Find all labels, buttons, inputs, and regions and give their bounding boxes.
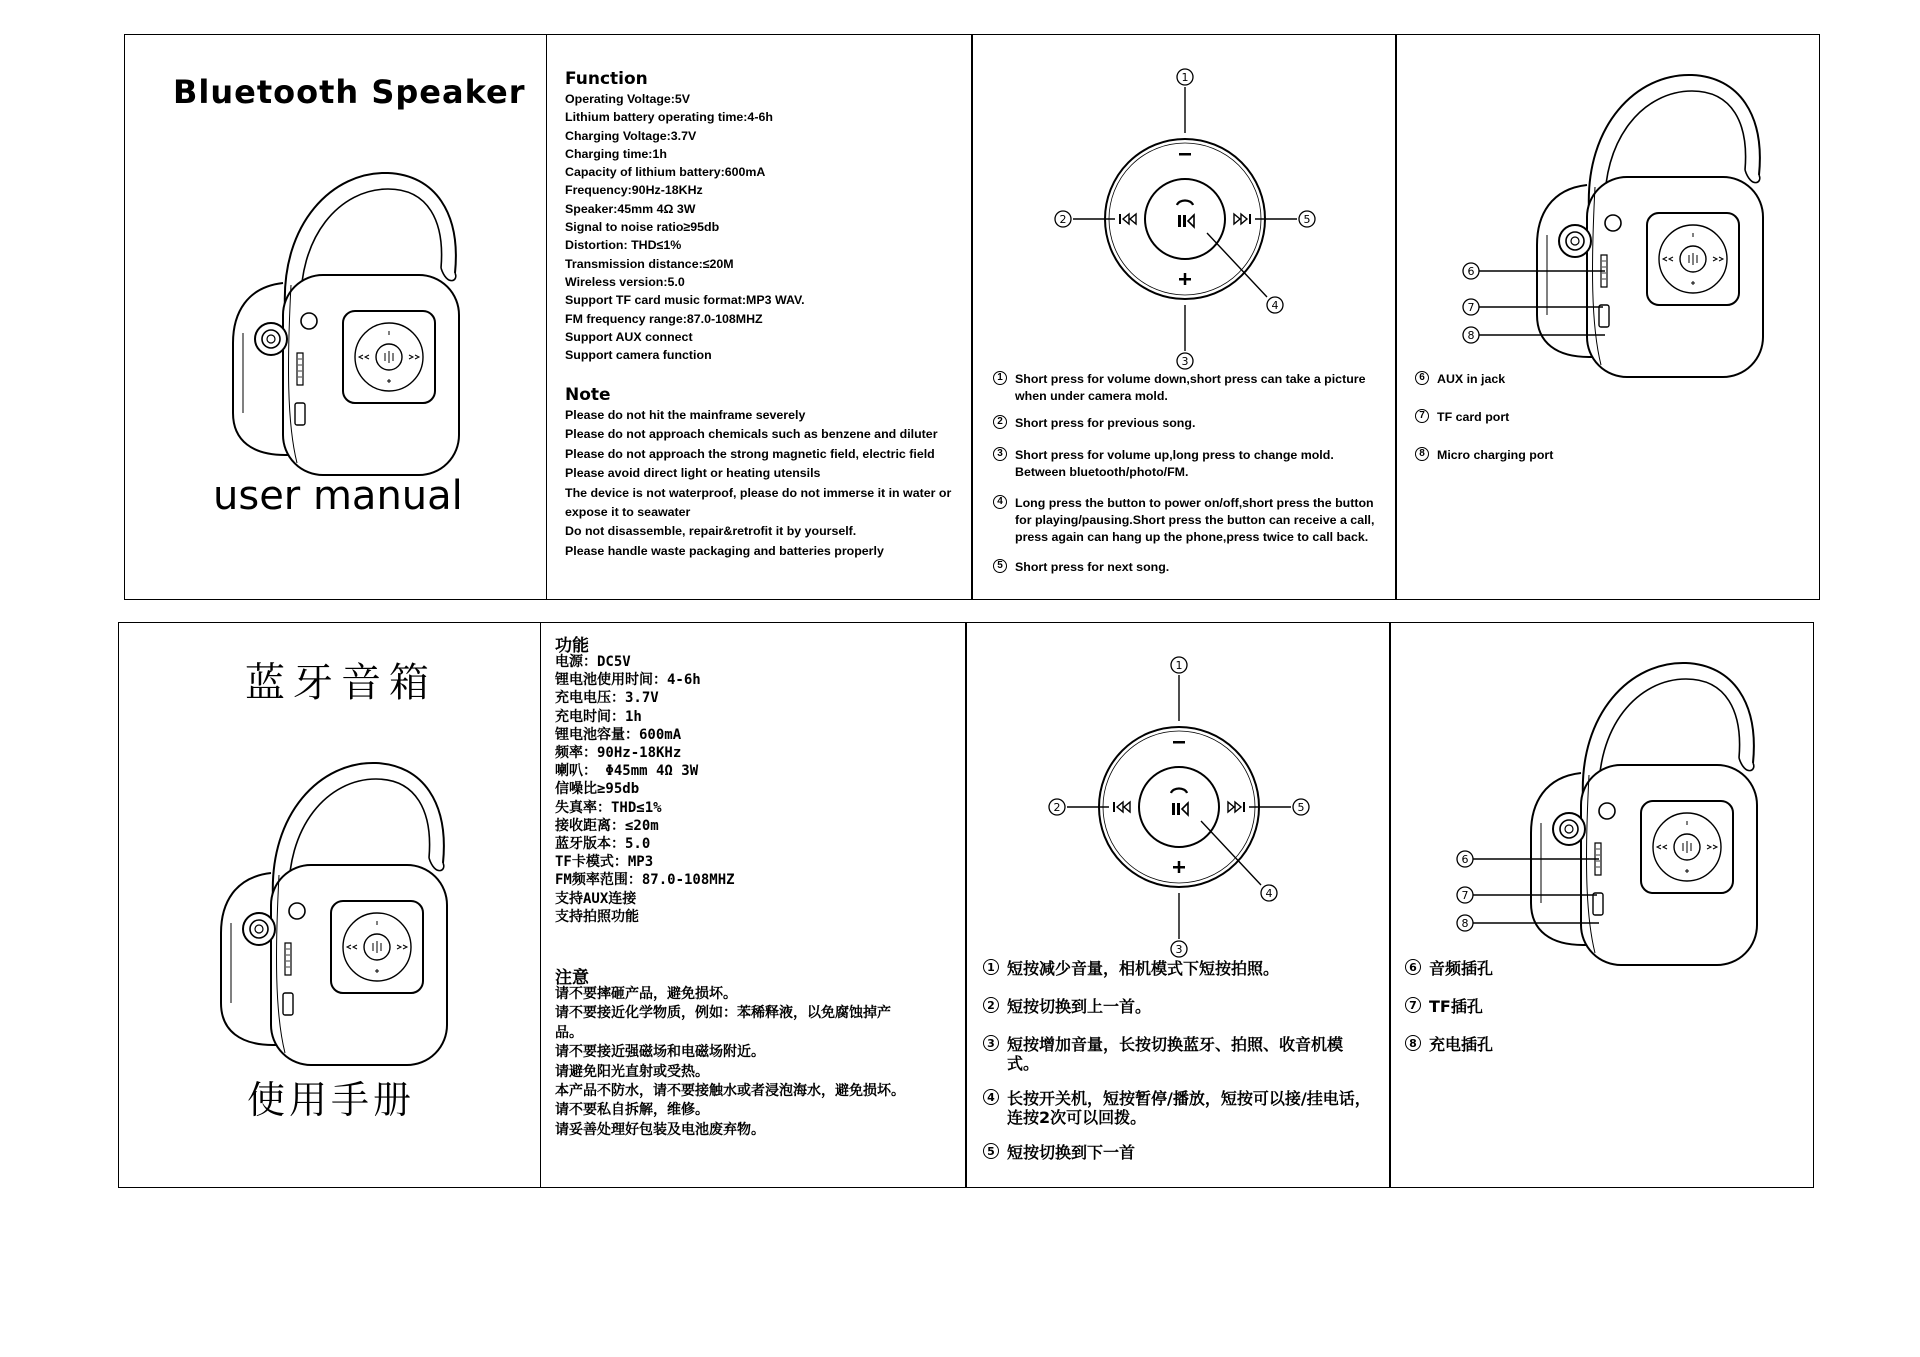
spec-line: 失真率：THD≤1% [555, 799, 662, 816]
function-panel-cn [540, 622, 966, 1188]
note-heading-en: Note [565, 385, 611, 405]
spec-line: Speaker:45mm 4Ω 3W [565, 201, 696, 216]
ports-panel-cn [1390, 622, 1814, 1188]
spec-line: 锂电池容量：600mA [555, 726, 682, 743]
note-line: 请不要私自拆解，维修。 [555, 1102, 709, 1119]
spec-line: Support camera function [565, 348, 712, 363]
spec-line: FM frequency range:87.0-108MHZ [565, 311, 763, 326]
spec-line: Distortion: THD≤1% [565, 238, 682, 253]
port-desc-7: 7 TF插孔 [1405, 997, 1483, 1016]
note-line: 本产品不防水，请不要接触水或者浸泡海水，避免损坏。 [555, 1083, 905, 1100]
spec-line: 充电电压：3.7V [555, 690, 659, 707]
svg-text:5: 5 [1303, 213, 1311, 226]
cover-panel-cn [118, 622, 542, 1188]
function-specs-en [565, 90, 805, 364]
button-desc-2: 2 Short press for previous song. [993, 415, 1383, 432]
note-line: Please do not approach chemicals such as benzene and diluter [565, 427, 938, 442]
cover-subtitle-cn: 使用手册 [247, 1078, 416, 1122]
cover-title-cn: 蓝牙音箱 [245, 660, 437, 706]
note-list-en [565, 406, 960, 561]
spec-line: Support TF card music format:MP3 WAV. [565, 293, 805, 308]
button-desc-1: 1 Short press for volume down,short press can take a picture when under camera mold. [993, 371, 1383, 405]
button-desc-4: 4 长按开关机，短按暂停/播放，短按可以接/挂电话，连按2次可以回拨。 [983, 1089, 1373, 1127]
callout-7 [1457, 887, 1473, 903]
svg-text:7: 7 [1461, 889, 1469, 902]
callout-1 [1177, 69, 1193, 85]
svg-text:8: 8 [1467, 329, 1475, 342]
button-pad-diagram [1035, 57, 1335, 377]
speaker-ports-illustration [1447, 65, 1787, 385]
svg-text:1: 1 [1181, 71, 1189, 84]
note-line: 请妥善处理好包装及电池废弃物。 [555, 1121, 765, 1138]
spec-line: Transmission distance:≤20M [565, 256, 734, 271]
speaker-illustration [223, 163, 473, 483]
button-desc-3: 3 Short press for volume up,long press to change mold. Between bluetooth/photo/FM. [993, 447, 1363, 481]
callout-3 [1171, 941, 1187, 957]
svg-text:1: 1 [1175, 659, 1183, 672]
note-line: 请不要接近强磁场和电磁场附近。 [555, 1044, 765, 1061]
callout-8 [1457, 915, 1473, 931]
ports-panel-en [1396, 34, 1820, 600]
callout-8 [1463, 327, 1479, 343]
callout-2 [1055, 211, 1071, 227]
callout-5 [1299, 211, 1315, 227]
svg-text:5: 5 [1297, 801, 1305, 814]
callout-1 [1171, 657, 1187, 673]
note-heading-cn: 注意 [555, 968, 589, 988]
button-desc-4: 4 Long press the button to power on/off,short press the button for playing/pausing.Short press the button can receive a call, press again can hang up the phone,press twice to call back. [993, 495, 1378, 546]
spec-line: 频率：90Hz-18KHz [555, 745, 682, 762]
spec-line: Charging time:1h [565, 146, 667, 161]
note-line: Please handle waste packaging and batteries properly [565, 543, 884, 558]
spec-line: 支持拍照功能 [555, 908, 639, 925]
svg-text:6: 6 [1467, 265, 1475, 278]
note-line: 请避免阳光直射或受热。 [555, 1063, 709, 1080]
note-line: Do not disassemble, repair&retrofit it by yourself. [565, 524, 857, 539]
function-panel-en [546, 34, 972, 600]
spec-line: 充电时间：1h [555, 708, 642, 725]
spec-line: Charging Voltage:3.7V [565, 128, 697, 143]
spec-line: 蓝牙版本：5.0 [555, 836, 651, 853]
note-line: Please avoid direct light or heating utensils [565, 466, 821, 481]
callout-2 [1049, 799, 1065, 815]
callout-4 [1261, 885, 1277, 901]
port-desc-6: 6 AUX in jack [1415, 371, 1505, 388]
note-line: Please do not hit the mainframe severely [565, 408, 806, 422]
cover-panel-en [124, 34, 548, 600]
svg-text:6: 6 [1461, 853, 1469, 866]
spec-line: 电源：DC5V [555, 654, 631, 670]
note-line: The device is not waterproof, please do not immerse it in water or expose it to seawater [565, 485, 952, 520]
button-desc-3: 3 短按增加音量，长按切换蓝牙、拍照、收音机模式。 [983, 1035, 1343, 1073]
note-line: 请不要摔砸产品，避免损坏。 [555, 986, 737, 1002]
svg-text:2: 2 [1059, 213, 1067, 226]
button-desc-5: 5 Short press for next song. [993, 559, 1383, 576]
svg-text:7: 7 [1467, 301, 1475, 314]
spec-line: 接收距离：≤20m [555, 817, 659, 834]
callout-4 [1267, 297, 1283, 313]
note-list-cn [555, 985, 915, 1140]
spec-line: TF卡模式：MP3 [555, 854, 654, 871]
function-heading-cn: 功能 [555, 636, 589, 656]
port-desc-8: 8 Micro charging port [1415, 447, 1553, 464]
function-specs-cn [555, 653, 735, 926]
callout-7 [1463, 299, 1479, 315]
svg-text:4: 4 [1271, 299, 1279, 312]
callout-6 [1457, 851, 1473, 867]
spec-line: Support AUX connect [565, 329, 693, 344]
speaker-ports-illustration [1441, 653, 1781, 973]
callout-3 [1177, 353, 1193, 369]
spec-line: Capacity of lithium battery:600mA [565, 165, 766, 180]
svg-text:2: 2 [1053, 801, 1061, 814]
button-pad-diagram [1029, 645, 1329, 965]
spec-line: FM频率范围：87.0-108MHZ [555, 872, 735, 889]
port-desc-8: 8 充电插孔 [1405, 1035, 1493, 1054]
buttons-panel-en [972, 34, 1396, 600]
note-line: Please do not approach the strong magnetic field, electric field [565, 446, 935, 461]
spec-line: Operating Voltage:5V [565, 92, 691, 106]
button-desc-2: 2 短按切换到上一首。 [983, 997, 1378, 1016]
cover-subtitle-en: user manual [213, 473, 463, 519]
spec-line: Wireless version:5.0 [565, 274, 685, 289]
callout-6 [1463, 263, 1479, 279]
port-desc-6: 6 音频插孔 [1405, 959, 1493, 978]
button-desc-1: 1 短按减少音量，相机模式下短按拍照。 [983, 959, 1378, 978]
svg-text:4: 4 [1265, 887, 1273, 900]
svg-text:3: 3 [1181, 355, 1189, 368]
speaker-illustration [211, 753, 461, 1073]
callout-5 [1293, 799, 1309, 815]
svg-text:8: 8 [1461, 917, 1469, 930]
note-line: 请不要接近化学物质，例如：苯稀释液，以免腐蚀掉产品。 [555, 1005, 891, 1041]
spec-line: Frequency:90Hz-18KHz [565, 183, 703, 198]
function-heading-en: Function [565, 69, 648, 89]
button-desc-5: 5 短按切换到下一首 [983, 1143, 1378, 1162]
spec-line: Lithium battery operating time:4-6h [565, 110, 773, 125]
spec-line: 锂电池使用时间：4-6h [555, 672, 701, 689]
spec-line: Signal to noise ratio≥95db [565, 220, 720, 235]
port-desc-7: 7 TF card port [1415, 409, 1509, 426]
cover-title-en: Bluetooth Speaker [173, 73, 526, 111]
spec-line: 信噪比≥95db [555, 781, 640, 798]
svg-text:3: 3 [1175, 943, 1183, 956]
spec-line: 支持AUX连接 [555, 890, 637, 907]
spec-line: 喇叭： Φ45mm 4Ω 3W [555, 763, 699, 780]
buttons-panel-cn [966, 622, 1390, 1188]
